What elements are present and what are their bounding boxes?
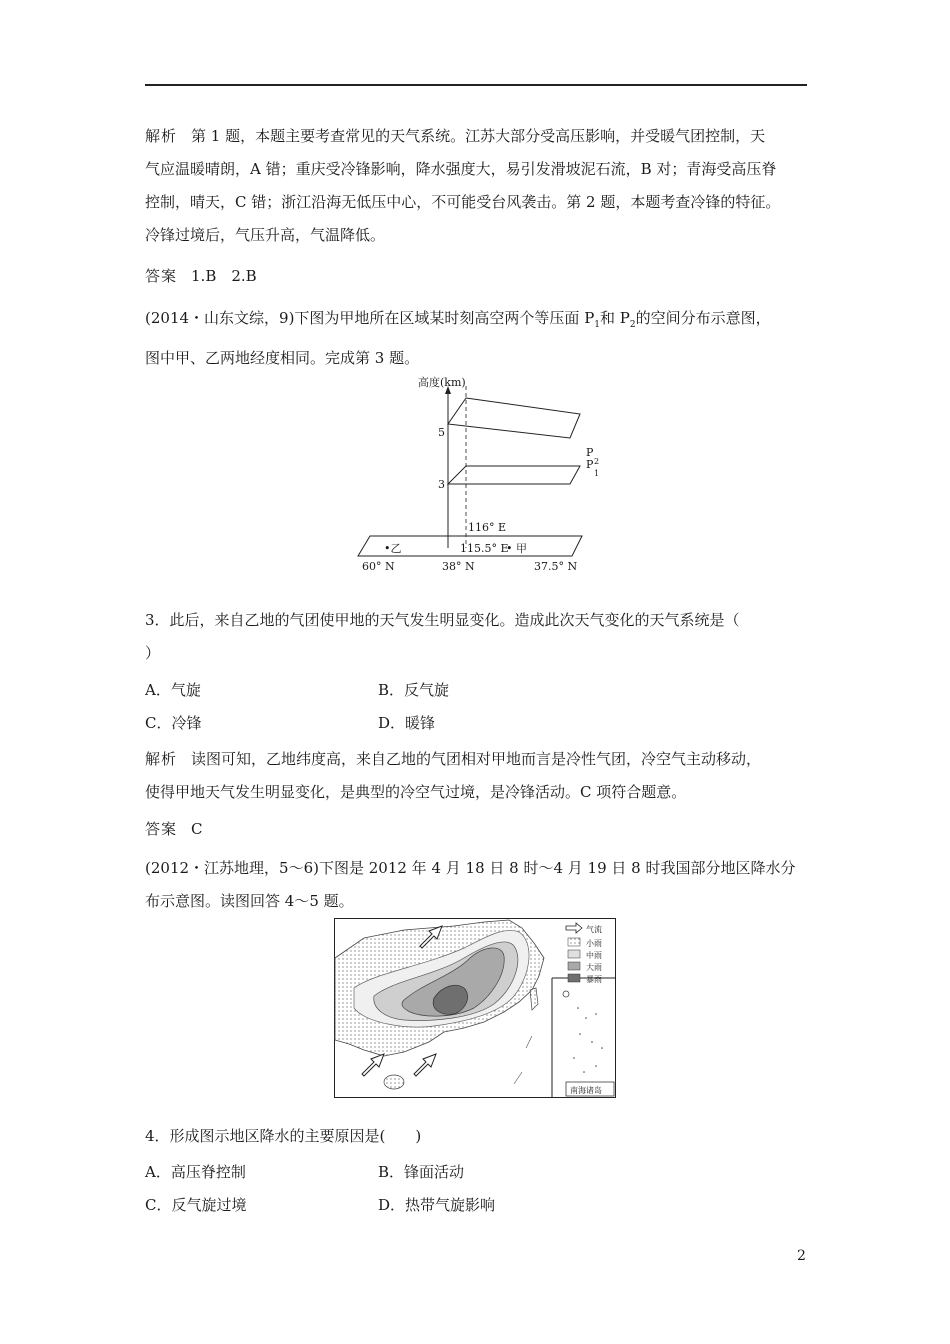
place-jia: • 甲 [506, 542, 527, 555]
legend-swatch-moderate [568, 950, 580, 958]
answer-3 [145, 817, 813, 841]
intro-text: 图中甲、乙两地经度相同。完成第 3 题。 [145, 349, 420, 367]
legend-airflow: 气流 [586, 925, 602, 934]
legend-swatch-storm [568, 974, 580, 982]
answer-text: C [191, 820, 203, 838]
question-45-intro [145, 852, 813, 918]
analysis-line: 气应温暖晴朗，A 错；重庆受冷锋影响，降水强度大，易引发滑坡泥石流，B 对；青海受高压脊 [145, 160, 777, 178]
intro-text: 和 P [600, 309, 630, 327]
place-yi: •乙 [384, 542, 402, 555]
answer-1 [145, 264, 813, 288]
intro-text: (2012・江苏地理，5～6)下图是 2012 年 4 月 18 日 8 时～4 月 19 日 8 时我国部分地区降水分 [145, 859, 796, 877]
p1-subscript: 1 [594, 469, 600, 478]
analysis-3 [145, 743, 813, 809]
analysis-line: 第 1 题，本题主要考查常见的天气系统。江苏大部分受高压影响，并受暖气团控制，天 [191, 127, 766, 145]
analysis-line: 控制，晴天，C 错；浙江沿海无低压中心，不可能受台风袭击。第 2 题，本题考查冷锋的特征。 [145, 193, 781, 211]
option-b[interactable]: B．反气旋 [378, 681, 450, 699]
latitude-60n: 60° N [362, 560, 395, 573]
option-a[interactable]: A．高压脊控制 [145, 1163, 246, 1181]
legend-swatch-light [568, 938, 580, 946]
subscript: 2 [629, 320, 636, 330]
answer-label: 答案 [145, 820, 178, 838]
analysis-line: 冷锋过境后，气压升高，气温降低。 [145, 226, 386, 244]
tick-3: 3 [438, 478, 445, 491]
p2-subscript: 2 [594, 457, 600, 466]
p2-surface [448, 398, 580, 438]
header-rule [145, 84, 807, 86]
legend-rainstorm: 暴雨 [586, 975, 602, 984]
inset-label: 南海诸岛 [570, 1086, 602, 1095]
option-a[interactable]: A．气旋 [145, 681, 201, 699]
answer-text: 1.B 2.B [191, 267, 257, 285]
p1-label: P [586, 458, 594, 471]
latitude-37-5n: 37.5° N [534, 560, 578, 573]
p1-surface [448, 466, 580, 484]
precipitation-map [334, 918, 616, 1098]
legend-moderate-rain: 中雨 [586, 951, 602, 960]
option-c[interactable]: C．反气旋过境 [145, 1196, 247, 1214]
p2-label: P [586, 446, 594, 459]
question-text: ） [145, 644, 161, 662]
legend-heavy-rain: 大雨 [586, 963, 602, 972]
legend-swatch-heavy [568, 962, 580, 970]
option-b[interactable]: B．锋面活动 [378, 1163, 465, 1181]
question-text: 3．此后，来自乙地的气团使甲地的天气发生明显变化。造成此次天气变化的天气系统是（ [145, 611, 740, 629]
option-d[interactable]: D．热带气旋影响 [378, 1196, 496, 1214]
analysis-line: 读图可知，乙地纬度高，来自乙地的气团相对甲地而言是冷性气团，冷空气主动移动， [191, 750, 762, 768]
analysis-label: 解析 [145, 750, 178, 768]
answer-label: 答案 [145, 267, 178, 285]
hainan-island [384, 1075, 404, 1089]
analysis-label: 解析 [145, 127, 178, 145]
page-number: 2 [797, 1248, 806, 1264]
subscript: 1 [594, 320, 601, 330]
option-d[interactable]: D．暖锋 [378, 714, 436, 732]
intro-text: (2014・山东文综，9)下图为甲地所在区域某时刻高空两个等压面 P [145, 309, 595, 327]
latitude-38n: 38° N [442, 560, 475, 573]
question-3-intro [145, 302, 813, 375]
option-c[interactable]: C．冷锋 [145, 714, 202, 732]
intro-text: 布示意图。读图回答 4～5 题。 [145, 892, 354, 910]
longitude-116e: 116° E [468, 521, 507, 534]
question-3-stem [145, 604, 813, 670]
legend-light-rain: 小雨 [586, 939, 602, 948]
height-axis-label: 高度(km) [418, 376, 466, 389]
analysis-line: 使得甲地天气发生明显变化，是典型的冷空气过境，是冷锋活动。C 项符合题意。 [145, 783, 687, 801]
analysis-1 [145, 120, 813, 252]
isobaric-surface-diagram [350, 370, 594, 575]
intro-text: 的空间分布示意图， [635, 309, 771, 327]
question-4-stem: 4．形成图示地区降水的主要原因是( ) [145, 1127, 422, 1145]
tick-5: 5 [438, 426, 445, 439]
longitude-115-5e: 115.5° E [460, 542, 509, 555]
